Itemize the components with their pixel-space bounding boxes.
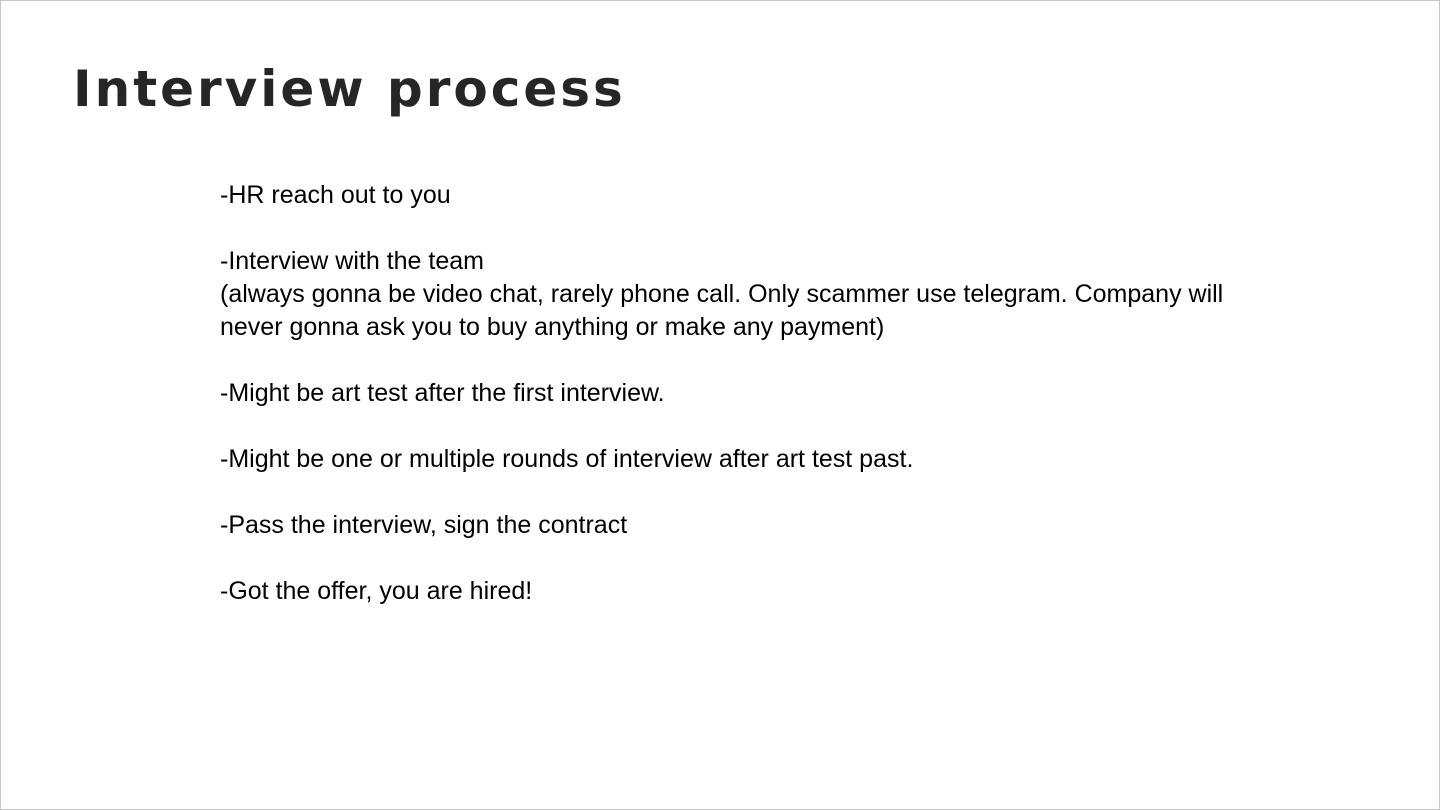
step-sign-contract: [220, 509, 1360, 542]
step-art-test: [220, 377, 1360, 410]
step-line: -Might be one or multiple rounds of interview after art test past.: [220, 445, 914, 473]
step-team-interview: [220, 245, 1360, 344]
step-line: -Might be art test after the first interview.: [220, 379, 665, 407]
step-note-line: (always gonna be video chat, rarely phone call. Only scammer use telegram. Company will: [220, 280, 1224, 308]
step-note-line: never gonna ask you to buy anything or make any payment): [220, 313, 885, 341]
step-hr-contact: [220, 179, 1360, 212]
slide-title: Interview process: [73, 60, 626, 118]
step-more-rounds: [220, 443, 1360, 476]
step-line: -Pass the interview, sign the contract: [220, 511, 628, 539]
step-line: -Interview with the team: [220, 247, 484, 275]
slide-body: [220, 179, 1360, 641]
step-hired: [220, 575, 1360, 608]
step-line: -Got the offer, you are hired!: [220, 577, 533, 605]
step-line: -HR reach out to you: [220, 181, 451, 209]
